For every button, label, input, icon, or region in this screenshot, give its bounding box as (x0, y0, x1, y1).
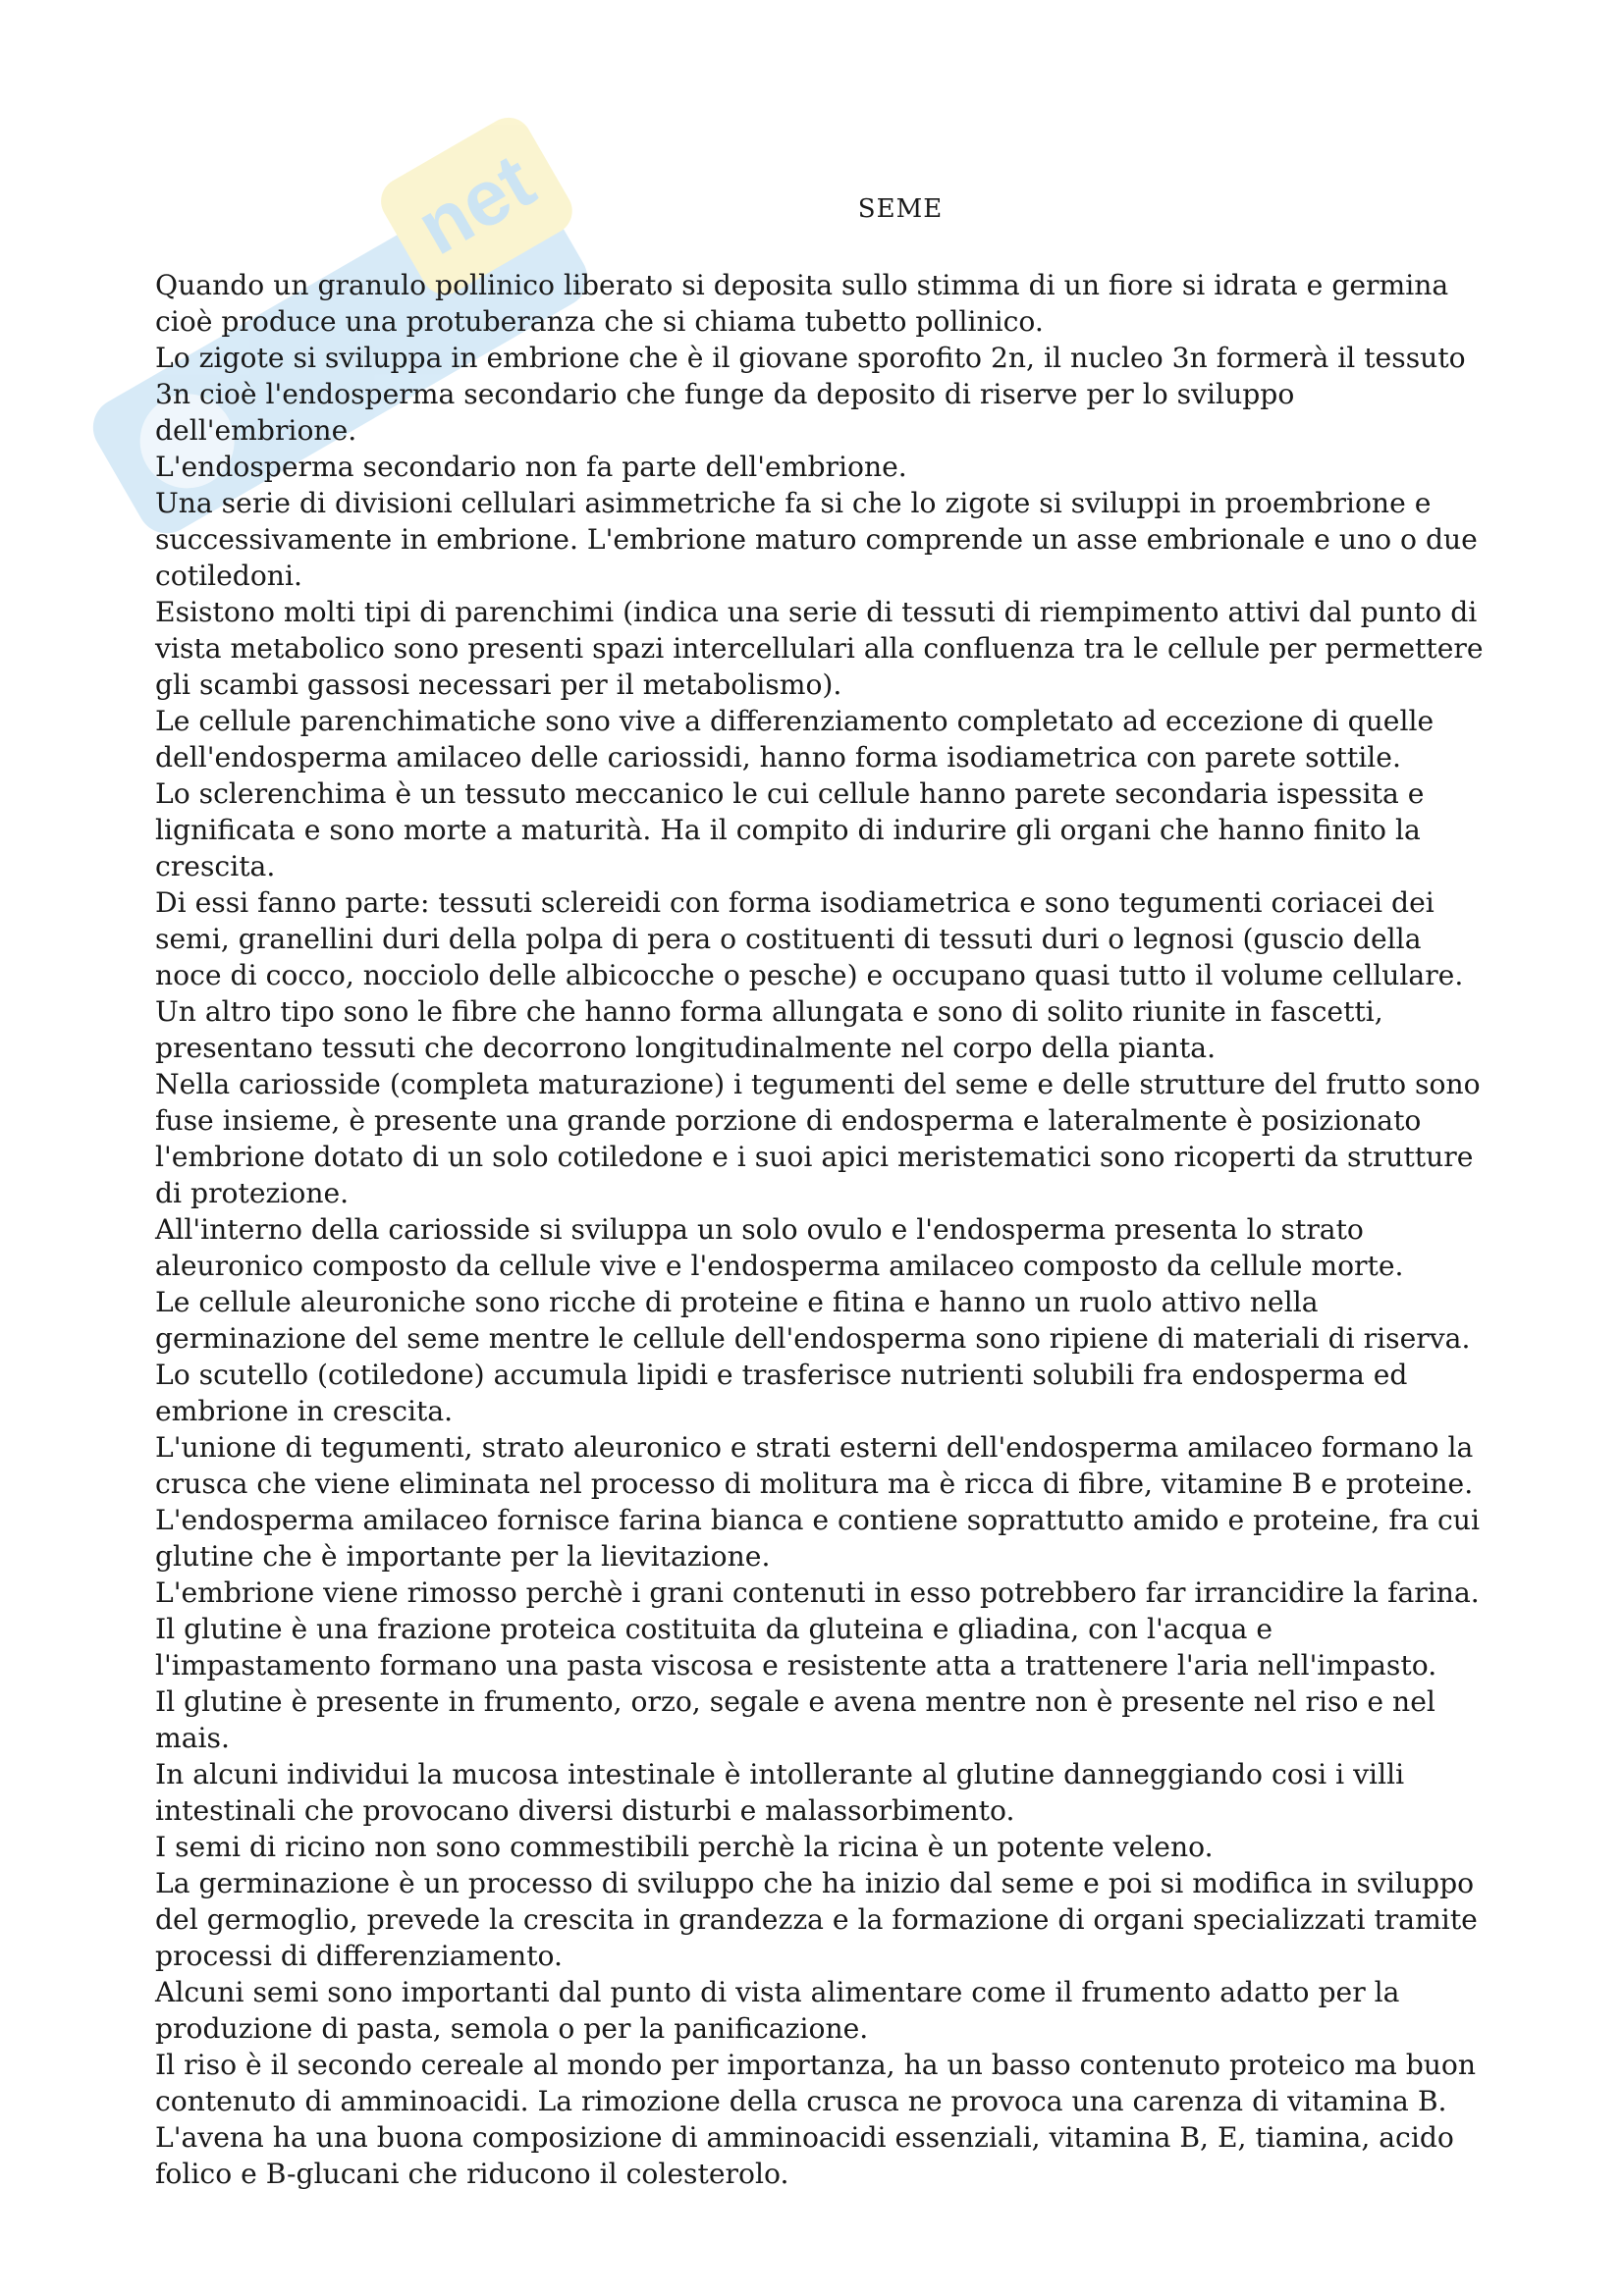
paragraph: I semi di ricino non sono commestibili perchè la ricina è un potente veleno. (155, 1831, 1214, 1863)
paragraph: Lo sclerenchima è un tessuto meccanico le cui cellule hanno parete secondaria ispessita e lignificata e sono morte a maturità. Ha il compito di indurire gli organi che hanno finito la crescita. (155, 777, 1425, 882)
paragraph: Le cellule parenchimatiche sono vive a differenziamento completato ad eccezione di quelle dell'endosperma amilaceo delle cariossidi, hanno forma isodiametrica con parete sottile. (155, 705, 1435, 774)
paragraph: Le cellule aleuroniche sono ricche di proteine e fitina e hanno un ruolo attivo nella germinazione del seme mentre le cellule dell'endosperma sono ripiene di materiali di riserva. (155, 1286, 1471, 1355)
paragraph: Un altro tipo sono le fibre che hanno forma allungata e sono di solito riunite in fascetti, presentano tessuti che decorrono longitudinalmente nel corpo della pianta. (155, 995, 1383, 1064)
watermark-text: net (402, 136, 549, 272)
paragraph: Il glutine è una frazione proteica costituita da gluteina e gliadina, con l'acqua e l'impastamento formano una pasta viscosa e resistente atta a trattenere l'aria nell'impasto. (155, 1613, 1437, 1682)
page-title: SEME (857, 194, 944, 224)
paragraph: L'endosperma amilaceo fornisce farina bianca e contiene soprattutto amido e proteine, fra cui glutine che è importante per la lievitazione. (155, 1504, 1480, 1573)
paragraph: Il riso è il secondo cereale al mondo per importanza, ha un basso contenuto proteico ma buon contenuto di amminoacidi. La rimozione della crusca ne provoca una carenza di vitamina B. (155, 2049, 1477, 2117)
paragraph: La germinazione è un processo di sviluppo che ha inizio dal seme e poi si modifica in sviluppo del germoglio, prevede la crescita in grandezza e la formazione di organi specializzati tramite processi di differenziamento. (155, 1867, 1478, 1972)
paragraph: Lo zigote si sviluppa in embrione che è il giovane sporofito 2n, il nucleo 3n formerà il tessuto 3n cioè l'endosperma secondario che funge da deposito di riserve per lo sviluppo dell'embrione. (155, 342, 1466, 447)
paragraph: Lo scutello (cotiledone) accumula lipidi e trasferisce nutrienti solubili fra endosperma ed embrione in crescita. (155, 1359, 1408, 1427)
paragraph: L'avena ha una buona composizione di amminoacidi essenziali, vitamina B, E, tiamina, acido folico e B-glucani che riducono il colesterolo. (155, 2121, 1454, 2190)
paragraph: Esistono molti tipi di parenchimi (indica una serie di tessuti di riempimento attivi dal punto di vista metabolico sono presenti spazi intercellulari alla confluenza tra le cellule per permettere gli scambi gassosi necessari per il metabolismo). (155, 596, 1484, 701)
paragraph: In alcuni individui la mucosa intestinale è intollerante al glutine danneggiando cosi i villi intestinali che provocano diversi disturbi e malassorbimento. (155, 1758, 1405, 1827)
paragraph: Nella cariosside (completa maturazione) i tegumenti del seme e delle strutture del frutto sono fuse insieme, è presente una grande porzione di endosperma e lateralmente è posizionato l'embrione dotato di un solo cotiledone e i suoi apici meristematici sono ricoperti da strutture di protezione. (155, 1068, 1481, 1209)
paragraph: Quando un granulo pollinico liberato si deposita sullo stimma di un fiore si idrata e germina cioè produce una protuberanza che si chiama tubetto pollinico. (155, 269, 1449, 338)
paragraph: Una serie di divisioni cellulari asimmetriche fa si che lo zigote si sviluppi in proembrione e successivamente in embrione. L'embrione maturo comprende un asse embrionale e uno o due cotiledoni. (155, 487, 1478, 592)
paragraph: Di essi fanno parte: tessuti sclereidi con forma isodiametrica e sono tegumenti coriacei dei semi, granellini duri della polpa di pera o costituenti di tessuti duri o legnosi (guscio della noce di cocco, nocciolo delle albicocche o pesche) e occupano quasi tutto il volume cellulare. (155, 886, 1464, 991)
paragraph: Alcuni semi sono importanti dal punto di vista alimentare come il frumento adatto per la produzione di pasta, semola o per la panificazione. (155, 1976, 1400, 2045)
paragraph: L'endosperma secondario non fa parte dell'embrione. (155, 451, 907, 483)
document-body (155, 267, 1490, 2192)
paragraph: L'embrione viene rimosso perchè i grani contenuti in esso potrebbero far irrancidire la farina. (155, 1576, 1480, 1609)
paragraph: Il glutine è presente in frumento, orzo, segale e avena mentre non è presente nel riso e nel mais. (155, 1685, 1435, 1754)
paragraph: L'unione di tegumenti, strato aleuronico e strati esterni dell'endosperma amilaceo formano la crusca che viene eliminata nel processo di molitura ma è ricca di fibre, vitamine B e proteine. (155, 1431, 1474, 1500)
paragraph: All'interno della cariosside si sviluppa un solo ovulo e l'endosperma presenta lo strato aleuronico composto da cellule vive e l'endosperma amilaceo composto da cellule morte. (155, 1213, 1404, 1282)
